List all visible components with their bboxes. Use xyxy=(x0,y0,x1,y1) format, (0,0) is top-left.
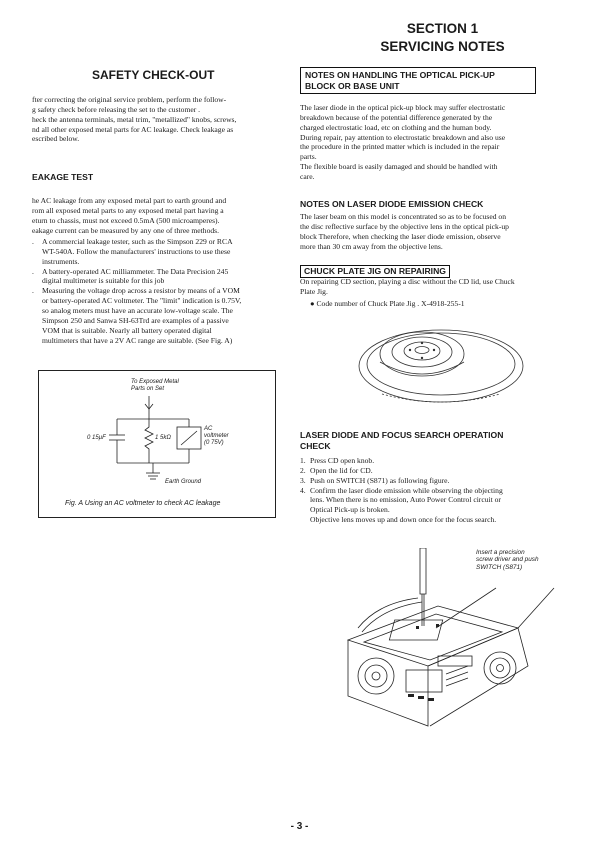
chuck-plate-jig-illustration xyxy=(352,316,530,408)
label-exposed-metal: To Exposed Metal Parts on Set xyxy=(131,379,179,392)
list-item: 1. Press CD open knob. xyxy=(300,456,375,465)
figure-a-caption: Fig. A Using an AC voltmeter to check AC leakage xyxy=(65,500,221,507)
label-capacitor: 0 15µF xyxy=(87,435,106,441)
leakage-title: EAKAGE TEST xyxy=(32,172,94,182)
boombox-illustration xyxy=(318,548,588,728)
emission-heading: NOTES ON LASER DIODE EMISSION CHECK xyxy=(300,199,484,209)
list-item: . A battery-operated AC milliammeter. The Data Precision 245 digital multimeter is suitable for this job xyxy=(32,266,229,286)
optical-text: The laser diode in the optical pick-up block may suffer electrostatic breakdown because of the potential difference generated by the charged electrostatic load, etc on clothing and the human body. During repair, pay attention to electrostatic breakdown and also use the procedure in the printed matter which is included in the repair parts. The flexible board is easily damaged and should be handled with care. xyxy=(300,103,506,182)
list-item: 3. Push on SWITCH (S871) as following figure. xyxy=(300,475,450,485)
page-number: - 3 - xyxy=(290,821,309,832)
chuck-code-bullet: ● Code number of Chuck Plate Jig . X-4918-255-1 xyxy=(310,299,465,308)
screwdriver-label: Insert a precision screw driver and push SWITCH (S871) xyxy=(476,549,539,571)
section-number: SECTION 1 xyxy=(406,21,479,36)
list-item: 4. Confirm the laser diode emission while observing the objecting lens. When there is no emission, Auto Power Control circuit or Optical Pick-up is broken. Objective lens moves up and down once for the focus search. xyxy=(300,485,503,525)
focus-steps-list xyxy=(300,456,585,525)
safety-title: SAFETY CHECK-OUT xyxy=(92,68,215,82)
list-item: 2. Open the lid for CD. xyxy=(300,465,373,475)
focus-heading: LASER DIODE AND FOCUS SEARCH OPERATION CHECK xyxy=(300,430,504,451)
section-header xyxy=(300,20,585,56)
figure-a xyxy=(38,370,276,518)
chuck-text: On repairing CD section, playing a disc without the CD lid, use Chuck Plate Jig. xyxy=(300,277,515,296)
optical-heading: NOTES ON HANDLING THE OPTICAL PICK-UP BLOCK OR BASE UNIT xyxy=(300,67,536,94)
leakage-methods-list xyxy=(32,237,282,345)
leakage-circuit-diagram xyxy=(39,371,275,517)
list-item: . A commercial leakage tester, such as the Simpson 229 or RCA WT-540A. Follow the manufacturers' instructions to use these instruments. xyxy=(32,237,233,266)
emission-text: The laser beam on this model is concentrated so as to be focused on the disc reflective surface by the objective lens in the optical pick-up block Therefore, when checking the laser diode emission, observe more than 30 cm away from the objective lens. xyxy=(300,212,509,251)
safety-intro: fter correcting the original service problem, perform the follow- g safety check before releasing the set to the customer . heck the antenna terminals, metal trim, "metallized" knobs, screws, nd all other exposed metal parts for AC leakage. Check leakage as escribed below. xyxy=(32,95,237,144)
leakage-intro: he AC leakage from any exposed metal part to earth ground and rom all exposed metal parts to any exposed metal part having a eturn to chassis, must not exceed 0.5mA (500 microamperes). eakage current can be measured by any one of three methods. xyxy=(32,196,227,235)
chuck-heading: CHUCK PLATE JIG ON REPAIRING xyxy=(300,265,450,278)
list-item: . Measuring the voltage drop across a resistor by means of a VOM or battery-operated AC voltmeter. The "limit" indication is 0.75V, so analog meters must have an accurate low-voltage scale. The Simpson 250 and Sanwa SH-63Trd are examples of a passive VOM that is suitable. Nearly all battery operated digital multimeters that have a 2V AC range are suitable. (See Fig. A) xyxy=(32,286,242,345)
label-resistor: 1 5kΩ xyxy=(155,435,171,441)
section-title: SERVICING NOTES xyxy=(380,39,505,55)
label-earth-ground: Earth Ground xyxy=(165,479,202,485)
label-voltmeter: AC voltmeter (0 75V) xyxy=(204,426,229,446)
